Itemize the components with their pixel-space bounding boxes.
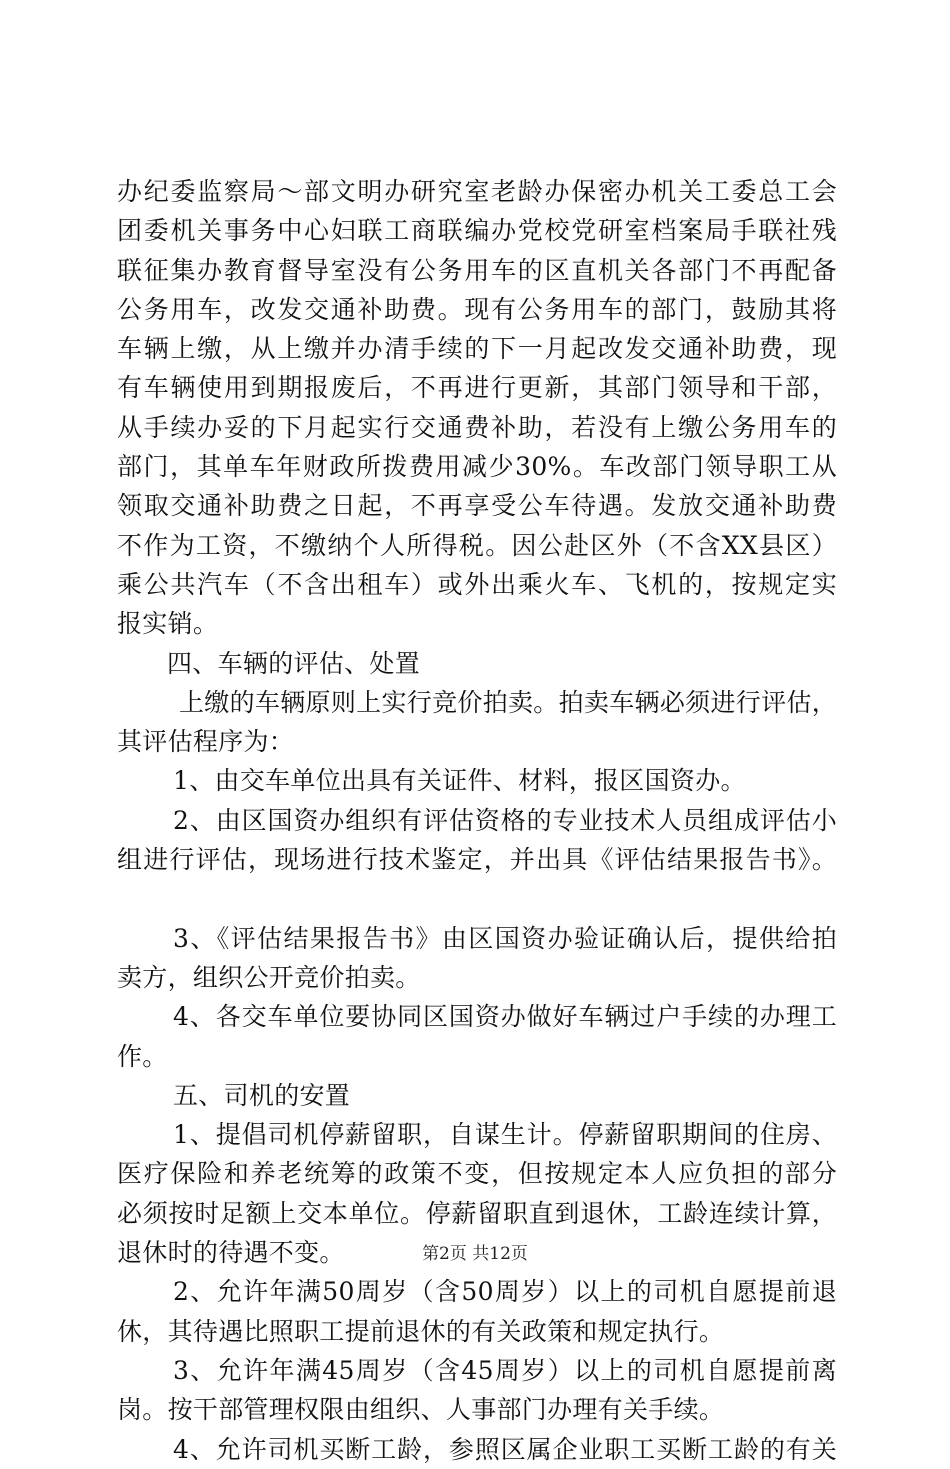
text-line: 作。 xyxy=(117,1041,168,1071)
text-line: 有车辆使用到期报废后，不再进行更新，其部门领导和干部， xyxy=(117,373,837,403)
page-footer: 第2页 共12页 xyxy=(422,1244,528,1264)
text-line: 休，其待遇比照职工提前退休的有关政策和规定执行。 xyxy=(117,1316,725,1346)
text-line: 不作为工资，不缴纳个人所得税。因公赴区外（不含XX县区） xyxy=(117,530,837,560)
text-line: 其评估程序为： xyxy=(117,727,295,757)
text-line: 卖方，组织公开竞价拍卖。 xyxy=(117,962,421,992)
document-body xyxy=(117,172,837,1469)
text-line: 乘公共汽车（不含出租车）或外出乘火车、飞机的，按规定实 xyxy=(117,569,837,599)
text-line: 2、允许年满50周岁（含50周岁）以上的司机自愿提前退 xyxy=(173,1277,837,1307)
text-line: 退休时的待遇不变。 xyxy=(117,1238,345,1268)
text-line: 2、由区国资办组织有评估资格的专业技术人员组成评估小 xyxy=(173,805,837,835)
text-line: 3、允许年满45周岁（含45周岁）以上的司机自愿提前离 xyxy=(173,1355,837,1385)
text-line: 上缴的车辆原则上实行竞价拍卖。拍卖车辆必须进行评估， xyxy=(179,687,837,717)
text-line: 办纪委监察局～部文明办研究室老龄办保密办机关工委总工会 xyxy=(117,177,837,206)
text-line: 公务用车，改发交通补助费。现有公务用车的部门，鼓励其将 xyxy=(117,294,837,324)
text-line: 3、《评估结果报告书》由区国资办验证确认后，提供给拍 xyxy=(173,923,837,953)
text-line: 车辆上缴，从上缴并办清手续的下一月起改发交通补助费，现 xyxy=(117,334,837,364)
text-line: 4、各交车单位要协同区国资办做好车辆过户手续的办理工 xyxy=(173,1002,837,1032)
text-line: 必须按时足额上交本单位。停薪留职直到退休，工龄连续计算， xyxy=(117,1198,837,1228)
text-line: 1、由交车单位出具有关证件、材料，报区国资办。 xyxy=(173,766,746,796)
blank-line xyxy=(117,879,837,918)
text-line: 组进行评估，现场进行技术鉴定，并出具《评估结果报告书》。 xyxy=(117,845,837,875)
text-line: 联征集办教育督导室没有公务用车的区直机关各部门不再配备 xyxy=(117,255,837,285)
text-line: 五、司机的安置 xyxy=(173,1080,351,1110)
text-line: 部门，其单车年财政所拨费用减少30%。车改部门领导职工从 xyxy=(117,452,837,482)
text-line: 1、提倡司机停薪留职，自谋生计。停薪留职期间的住房、 xyxy=(173,1120,837,1150)
text-line: 团委机关事务中心妇联工商联编办党校党研室档案局手联社残 xyxy=(117,216,837,246)
text-line: 4、允许司机买断工龄，参照区属企业职工买断工龄的有关 xyxy=(173,1434,837,1464)
text-line: 从手续办妥的下月起实行交通费补助，若没有上缴公务用车的 xyxy=(117,412,837,442)
text-line: 医疗保险和养老统筹的政策不变，但按规定本人应负担的部分 xyxy=(117,1159,837,1189)
text-line: 报实销。 xyxy=(117,609,219,639)
text-line: 四、车辆的评估、处置 xyxy=(167,648,421,678)
text-line: 岗。按干部管理权限由组织、人事部门办理有关手续。 xyxy=(117,1395,725,1425)
text-line: 领取交通补助费之日起，不再享受公车待遇。发放交通补助费 xyxy=(117,491,837,521)
